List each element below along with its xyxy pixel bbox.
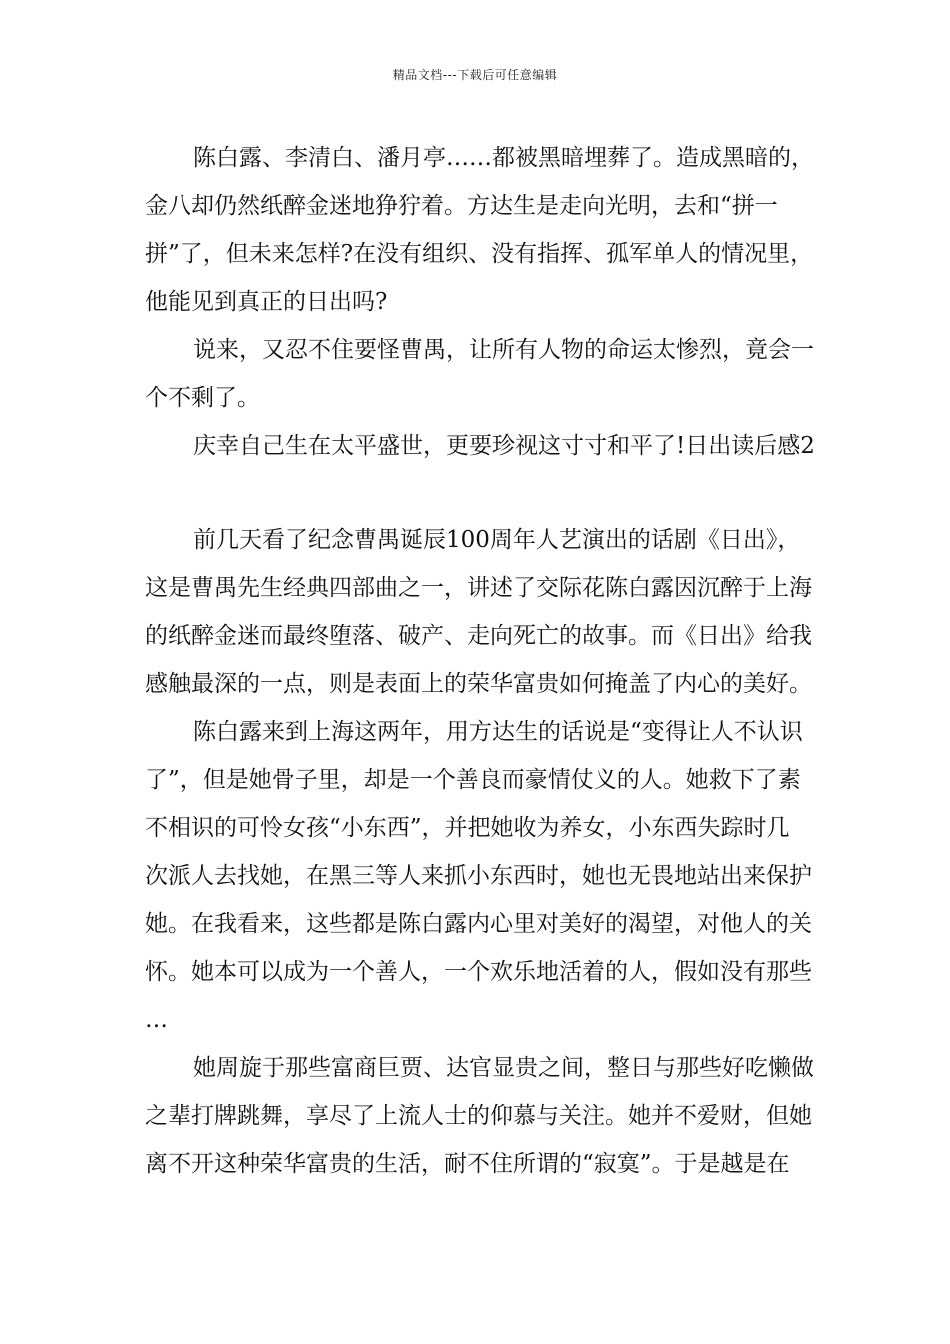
text-line: 她。在我看来，这些都是陈白露内心里对美好的渴望，对他人的关 [145,911,812,937]
text-line: 金八却仍然纸醉金迷地狰狞着。方达生是走向光明，去和“拼一 [145,193,778,219]
text-line: 次派人去找她，在黑三等人来抓小东西时，她也无畏地站出来保护 [145,863,812,889]
text-line: 怀。她本可以成为一个善人，一个欢乐地活着的人，假如没有那些 [145,959,812,985]
paragraph-gap [145,470,810,516]
text-line: 之辈打牌跳舞，享尽了上流人士的仰慕与关注。她并不爱财，但她 [145,1103,812,1129]
text-line: 感触最深的一点，则是表面上的荣华富贵如何掩盖了内心的美好。 [145,671,812,697]
text-line: 他能见到真正的日出吗? [145,289,388,315]
text-line: 了”，但是她骨子里，却是一个善良而豪情仗义的人。她救下了素 [145,767,801,793]
page-header: 精品文档---下载后可任意编辑 [392,68,558,82]
text-line: 陈白露、李清白、潘月亭……都被黑暗埋葬了。造成黑暗的， [193,145,814,171]
text-line: 前几天看了纪念曹禺诞辰100周年人艺演出的话剧《日出》， [193,527,801,553]
text-line: 她周旋于那些富商巨贾、达官显贵之间，整日与那些好吃懒做 [193,1055,814,1081]
text-line: 离不开这种荣华富贵的生活，耐不住所谓的“寂寞”。于是越是在 [145,1151,790,1177]
text-line: 个不剩了。 [145,385,260,411]
text-line: … [145,1007,168,1033]
text-line: 庆幸自己生在太平盛世，更要珍视这寸寸和平了!日出读后感2 [193,433,815,459]
text-line: 陈白露来到上海这两年，用方达生的话说是“变得让人不认识 [193,719,803,745]
text-line: 说来，又忍不住要怪曹禺，让所有人物的命运太惨烈，竟会一 [193,337,814,363]
text-line: 拼”了，但未来怎样?在没有组织、没有指挥、孤军单人的情况里， [145,241,814,267]
text-line: 的纸醉金迷而最终堕落、破产、走向死亡的故事。而《日出》给我 [145,623,812,649]
text-line: 不相识的可怜女孩“小东西”，并把她收为养女，小东西失踪时几 [145,815,790,841]
text-line: 这是曹禺先生经典四部曲之一，讲述了交际花陈白露因沉醉于上海 [145,575,812,601]
document-body [145,134,815,1188]
